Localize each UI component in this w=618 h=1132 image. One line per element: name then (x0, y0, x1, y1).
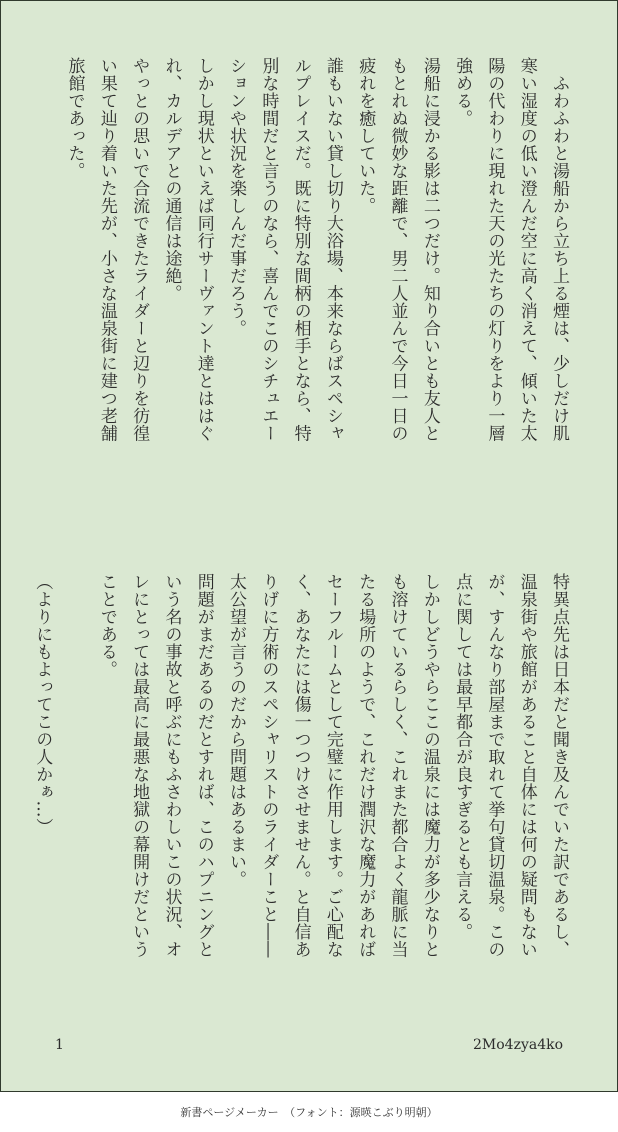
lower-text-block: 特異点先は日本だと聞き及んでいた訳であるし、 温泉街や旅館があること自体には何の疑問もない が、すんなり部屋まで取れて挙句貸切温泉。この 点に関しては最早都合が良すぎるとも言える。 しかしどうやらここの温泉には魔力が多少なりと も溶けているらしく、これまた都合よく龍脈に当 たる場所のようで、これだけ潤沢な魔力があれば セーフルームとして完璧に作用します。ご心配な く、あなたには傷一つつけさせません。と自信あ りげに方術のスペシャリストのライダーこと―― 太公望が言うのだから問題はあるまい。 問題がまだあるのだとすれば、このハプニングと いう名の事故と呼ぶにもふさわしいこの状況、オ レにとっては最高に最悪な地獄の幕開けだという ことである。 （よりにもよってこの人かぁ…） (32, 573, 569, 958)
page-number: 1 (55, 1037, 64, 1053)
upper-text-block: ふわふわと湯船から立ち上る煙は、少しだけ肌 寒い湿度の低い澄んだ空に高く消えて、傾いた太 陽の代わりに現れた天の光たちの灯りをより一層 強める。 湯船に浸かる影は二つだけ。知り合いとも友人と もとれぬ微妙な距離で、男二人並んで今日一日の 疲れを癒していた。 誰もいない貸し切り大浴場、本来ならばスペシャ ルプレイスだ。既に特別な間柄の相手となら、特 別な時間だと言うのなら、喜んでこのシチュエー ションや状況を楽しんだ事だろう。 しかし現状といえば同行サーヴァント達とははぐ れ、カルデアとの通信は途絶。 やっとの思いで合流できたライダーと辺りを彷徨 い果て辿り着いた先が、小さな温泉街に建つ老舗 旅館であった。 (64, 57, 569, 442)
author-id: 2Mo4zya4ko (473, 1037, 564, 1053)
footer-credit: 新書ページメーカー （フォント：源暎こぶり明朝） (180, 1106, 438, 1119)
